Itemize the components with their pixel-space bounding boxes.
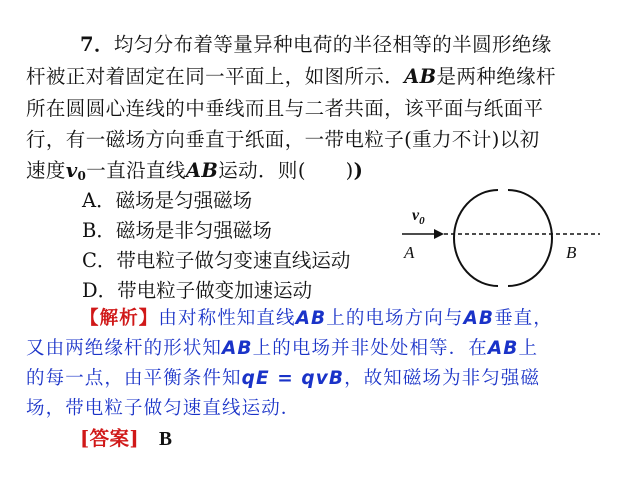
question-line-2 [26, 62, 556, 92]
option-d [82, 276, 312, 306]
option-b [82, 216, 272, 246]
question-line-3 [26, 94, 543, 124]
left-semicircle-rod [454, 190, 498, 286]
label-v-sub: 0 [77, 169, 87, 183]
answer-value: B [158, 429, 173, 450]
question-line-5: 速度$v_0$一直沿直线AB运动．则( )) [26, 159, 364, 183]
point-b-label: B [566, 243, 577, 262]
velocity-label: $v_0$ [412, 207, 425, 227]
analysis-line-2: 又由两绝缘杆的形状知AB上的电场并非处处相等．在AB上 [26, 338, 539, 359]
option-c-text: 带电粒子做匀变速直线运动 [116, 249, 351, 272]
option-c-letter: C． [82, 249, 117, 272]
question-text-5a: 速度 [26, 159, 66, 182]
label-ab: AB [404, 65, 437, 88]
analysis-line-3: 的每一点，由平衡条件知qE = qvB，故知磁场为非匀强磁 [26, 368, 541, 389]
option-b-text: 磁场是非匀强磁场 [115, 219, 272, 242]
question-text-5b: 一直沿直线 [86, 159, 186, 182]
question-text-5c: 运动．则( [218, 159, 306, 182]
option-a-text: 磁场是匀强磁场 [115, 189, 253, 212]
right-semicircle-rod [508, 190, 552, 286]
analysis-line-4: 场，带电粒子做匀速直线运动． [26, 398, 301, 419]
semicircle-rods-figure [398, 186, 608, 290]
analysis-line-1: 【解析】由对称性知直线AB上的电场方向与AB垂直， [80, 308, 553, 329]
label-v: v [65, 159, 78, 182]
answer-blank: ) [305, 159, 354, 182]
question-line-4 [26, 125, 540, 155]
answer-tag: [答案] [80, 427, 140, 450]
question-text-1: 均匀分布着等量异种电荷的半径相等的半圆形绝缘 [113, 33, 552, 56]
question-text-4: 行，有一磁场方向垂直于纸面，一带电粒子(重力不计)以初 [26, 128, 540, 151]
answer-line [80, 424, 172, 455]
question-number: 7． [80, 33, 114, 56]
option-a-letter: A． [82, 189, 116, 212]
option-d-letter: D． [82, 279, 118, 302]
option-a [82, 186, 252, 216]
point-a-label: A [404, 243, 415, 262]
analysis-tag: 【解析】 [80, 308, 159, 329]
question-text-2b: 是两种绝缘杆 [436, 65, 556, 88]
option-d-text: 带电粒子做变加速运动 [117, 279, 313, 302]
question-text-2: 杆被正对着固定在同一平面上，如图所示． [26, 65, 405, 88]
equation: qE = qvB [241, 368, 345, 389]
option-b-letter: B． [82, 219, 116, 242]
option-c [82, 246, 350, 276]
label-ab-3: AB [295, 308, 327, 329]
question-line-1 [80, 30, 552, 60]
question-text-3: 所在圆圆心连线的中垂线而且与二者共面，该平面与纸面平 [26, 97, 544, 120]
velocity-arrow-head [434, 229, 444, 239]
label-ab-2: AB [185, 159, 219, 182]
